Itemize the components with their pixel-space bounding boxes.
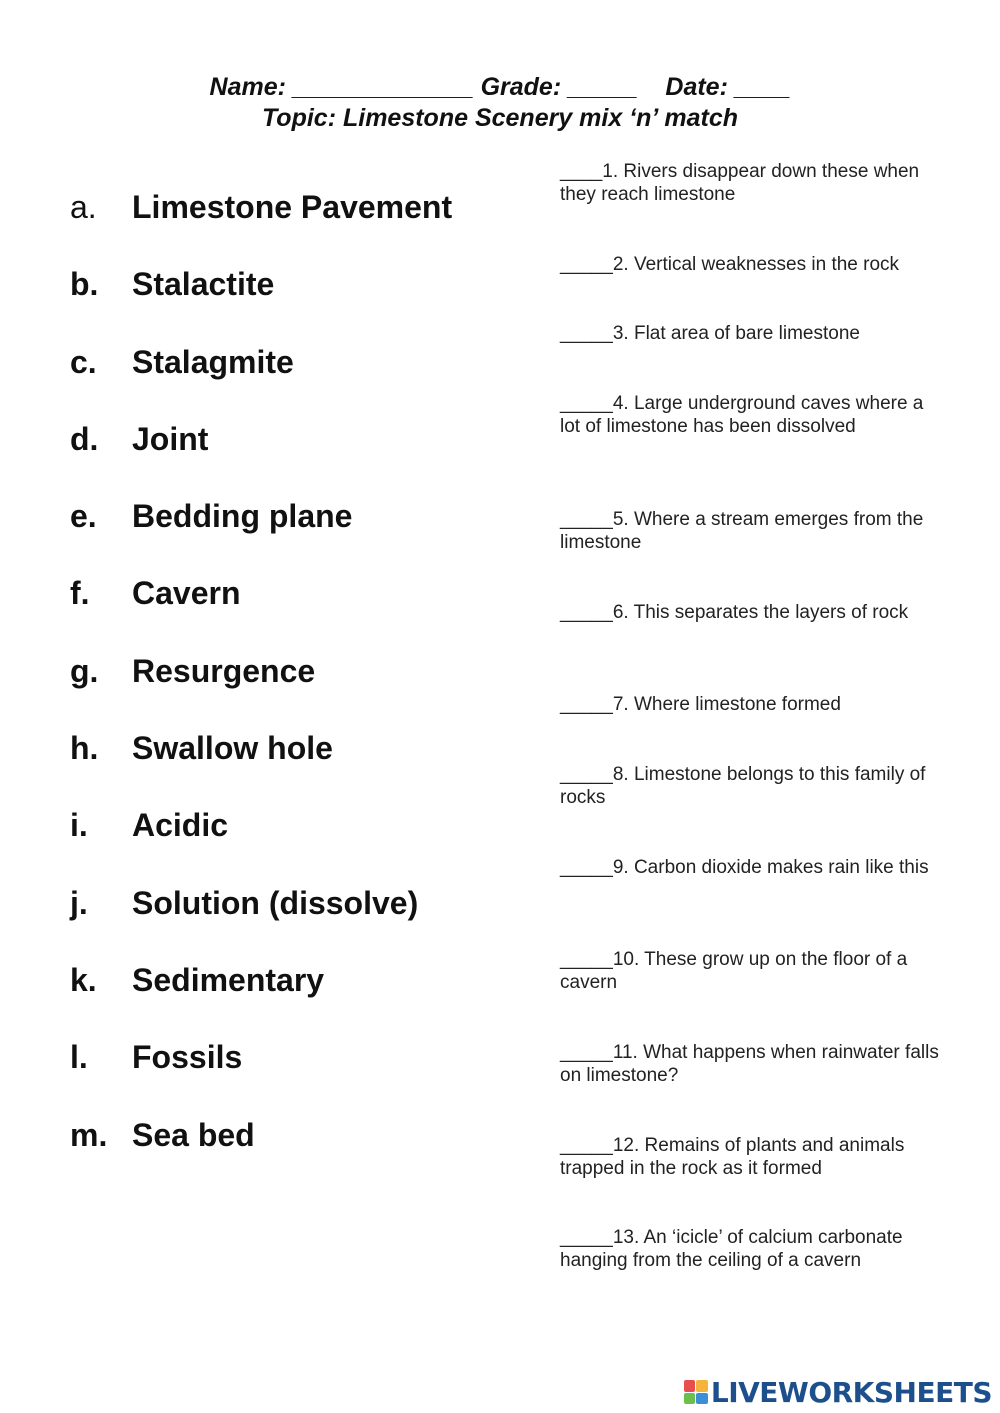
clue-item-4[interactable]: _____4. Large underground caves where a lot of limestone has been dissolved — [560, 393, 924, 437]
term-letter: g. — [70, 652, 99, 689]
clue-item-2[interactable]: _____2. Vertical weaknesses in the rock — [560, 254, 900, 275]
term-letter: k. — [70, 961, 97, 998]
liveworksheets-logo[interactable] — [684, 1375, 992, 1409]
term-letter: l. — [70, 1039, 88, 1076]
term-letter: f. — [70, 575, 90, 612]
topic-title: Topic: Limestone Scenery mix ‘n’ match — [261, 104, 739, 132]
term-text: Stalagmite — [132, 343, 294, 380]
clue-item-9[interactable]: _____9. Carbon dioxide makes rain like this — [560, 857, 929, 878]
term-item — [70, 187, 520, 264]
term-text: Bedding plane — [132, 498, 353, 535]
clue-item-13[interactable]: _____13. An ‘icicle’ of calcium carbonate hanging from the ceiling of a cavern — [560, 1227, 903, 1271]
term-letter: a. — [70, 189, 97, 225]
term-item — [70, 496, 520, 573]
term-item — [70, 805, 520, 882]
term-text: Fossils — [132, 1039, 243, 1076]
term-text: Cavern — [132, 575, 241, 612]
term-text: Stalactite — [132, 266, 275, 303]
logo-tile — [684, 1393, 696, 1405]
term-item — [70, 728, 520, 805]
term-item — [70, 264, 520, 341]
clue-item-7[interactable]: _____7. Where limestone formed — [560, 694, 841, 715]
term-letter: h. — [70, 730, 99, 767]
term-item — [70, 1115, 520, 1192]
term-letter: c. — [70, 343, 97, 380]
clue-item-8[interactable]: _____8. Limestone belongs to this family of rocks — [560, 764, 926, 808]
clue-item-3[interactable]: _____3. Flat area of bare limestone — [560, 323, 860, 344]
term-letter: i. — [70, 807, 88, 844]
term-letter: j. — [70, 884, 88, 921]
liveworksheets-logo-icon — [684, 1380, 708, 1404]
clue-item-6[interactable]: _____6. This separates the layers of rock — [560, 602, 909, 623]
term-text: Sedimentary — [132, 961, 325, 998]
clue-item-11[interactable]: _____11. What happens when rainwater falls on limestone? — [560, 1042, 939, 1086]
clue-item-5[interactable]: _____5. Where a stream emerges from the limestone — [560, 509, 924, 553]
term-text: Acidic — [132, 807, 229, 844]
clue-item-1[interactable]: ____1. Rivers disappear down these when they reach limestone — [560, 161, 920, 205]
term-text: Limestone Pavement — [132, 189, 453, 225]
term-item — [70, 651, 520, 728]
clue-item-10[interactable]: _____10. These grow up on the floor of a cavern — [560, 949, 908, 993]
logo-tile — [684, 1380, 696, 1392]
worksheet-header — [0, 72, 1000, 134]
term-text: Solution (dissolve) — [132, 884, 419, 921]
logo-text: LIVEWORKSHEETS — [710, 1375, 992, 1409]
term-letter: e. — [70, 498, 97, 535]
term-item — [70, 960, 520, 1037]
term-text: Sea bed — [132, 1116, 255, 1153]
term-list — [70, 187, 520, 1192]
term-item — [70, 342, 520, 419]
term-text: Resurgence — [132, 652, 316, 689]
term-item — [70, 573, 520, 650]
term-item — [70, 1037, 520, 1114]
term-letter: b. — [70, 266, 99, 303]
term-item — [70, 419, 520, 496]
name-grade-date-line[interactable]: Name: _____________ Grade: _____ Date: ____ — [209, 73, 791, 101]
term-letter: m. — [70, 1116, 108, 1153]
term-text: Joint — [132, 420, 209, 457]
term-letter: d. — [70, 420, 99, 457]
term-text: Swallow hole — [132, 730, 333, 767]
term-item — [70, 883, 520, 960]
clue-item-12[interactable]: _____12. Remains of plants and animals trapped in the rock as it formed — [560, 1135, 905, 1179]
logo-tile — [696, 1393, 708, 1405]
logo-tile — [696, 1380, 708, 1392]
